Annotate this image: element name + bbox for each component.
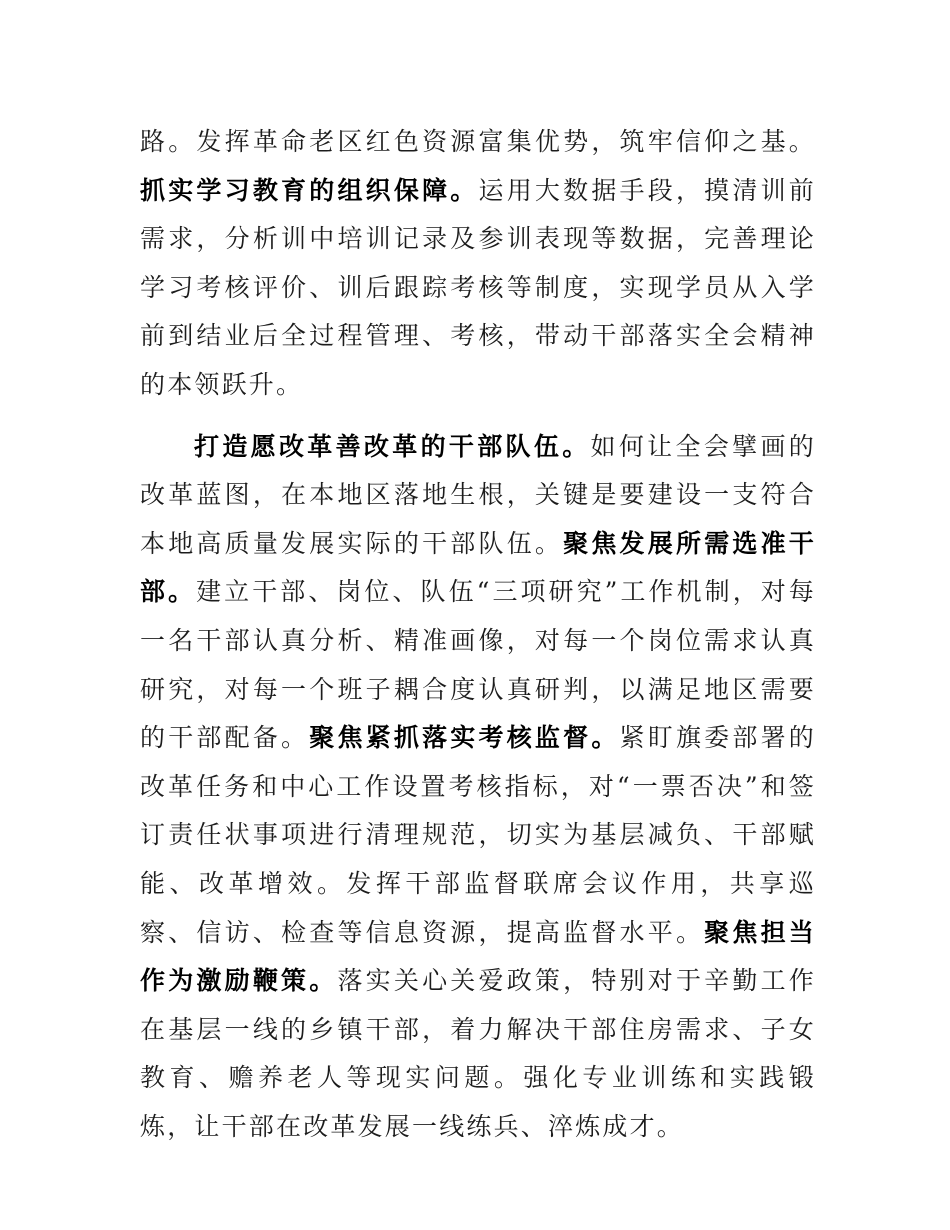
text-segment: 如何让全会擘画的改革蓝图，在本地区落地生根，关键是要建设一支符合本地高质量发展实际的干部队伍。 <box>140 431 816 558</box>
text-segment: 路。发挥革命老区红色资源富集优势，筑牢信仰之基。 <box>140 127 816 156</box>
bold-heading: 抓实学习教育的组织保障。 <box>140 175 479 205</box>
bold-heading: 打造愿改革善改革的干部队伍。 <box>194 431 591 461</box>
paragraph-2 <box>140 423 816 1152</box>
bold-heading: 聚焦发展所需选准干部。 <box>140 528 816 607</box>
text-segment: 落实关心关爱政策，特别对于辛勤工作在基层一线的乡镇干部，着力解决干部住房需求、子女教育、赡养老人等现实问题。强化专业训练和实践锻炼，让干部在改革发展一线练兵、淬炼成才。 <box>140 966 817 1141</box>
text-segment: 建立干部、岗位、队伍“三项研究”工作机制，对每一名干部认真分析、精准画像，对每一个岗位需求认真研究，对每一个班子耦合度认真研判，以满足地区需要的干部配备。 <box>140 577 816 753</box>
bold-heading: 聚焦紧抓落实考核监督。 <box>309 723 620 753</box>
document-body <box>140 118 816 1151</box>
text-segment: 运用大数据手段，摸清训前需求，分析训中培训记录及参训表现等数据，完善理论学习考核评价、训后跟踪考核等制度，实现学员从入学前到结业后全过程管理、考核，带动干部落实全会精神的本领跃升。 <box>140 175 816 399</box>
text-segment: 紧盯旗委部署的改革任务和中心工作设置考核指标，对“一票否决”和签订责任状事项进行清理规范，切实为基层减负、干部赋能、改革增效。发挥干部监督联席会议作用，共享巡察、信访、检查等信息资源，提高监督水平。 <box>140 723 816 947</box>
paragraph-1 <box>140 118 816 410</box>
bold-heading: 聚焦担当作为激励鞭策。 <box>140 917 816 996</box>
